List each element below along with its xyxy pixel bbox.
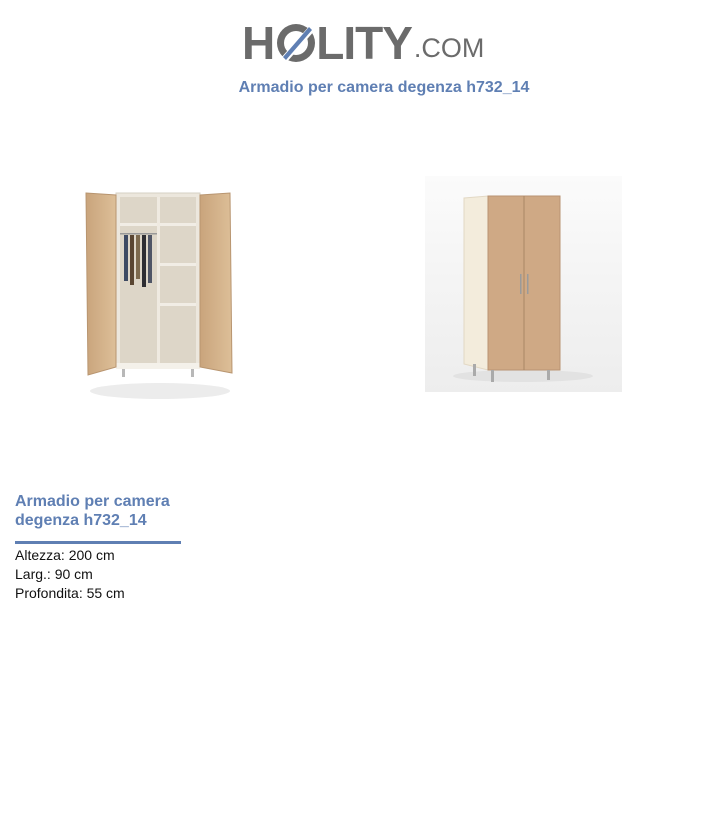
spec-width: Larg.: 90 cm — [15, 566, 93, 582]
open-wardrobe-image[interactable] — [84, 183, 236, 401]
spec-height: Altezza: 200 cm — [15, 547, 115, 563]
page-title: Armadio per camera degenza h732_14 — [238, 79, 530, 96]
closed-wardrobe-image[interactable] — [425, 176, 622, 392]
logo-text-com: .COM — [413, 33, 485, 63]
product-title: Armadio per camera degenza h732_14 — [15, 493, 170, 529]
spec-depth: Profondita: 55 cm — [15, 585, 125, 601]
logo-o-icon — [275, 19, 317, 65]
logo-text-h: H — [242, 17, 275, 69]
holity-logo[interactable] — [242, 10, 484, 68]
product-specs — [15, 546, 125, 603]
logo-text-lity: LITY — [316, 17, 412, 69]
title-underline — [15, 541, 181, 544]
